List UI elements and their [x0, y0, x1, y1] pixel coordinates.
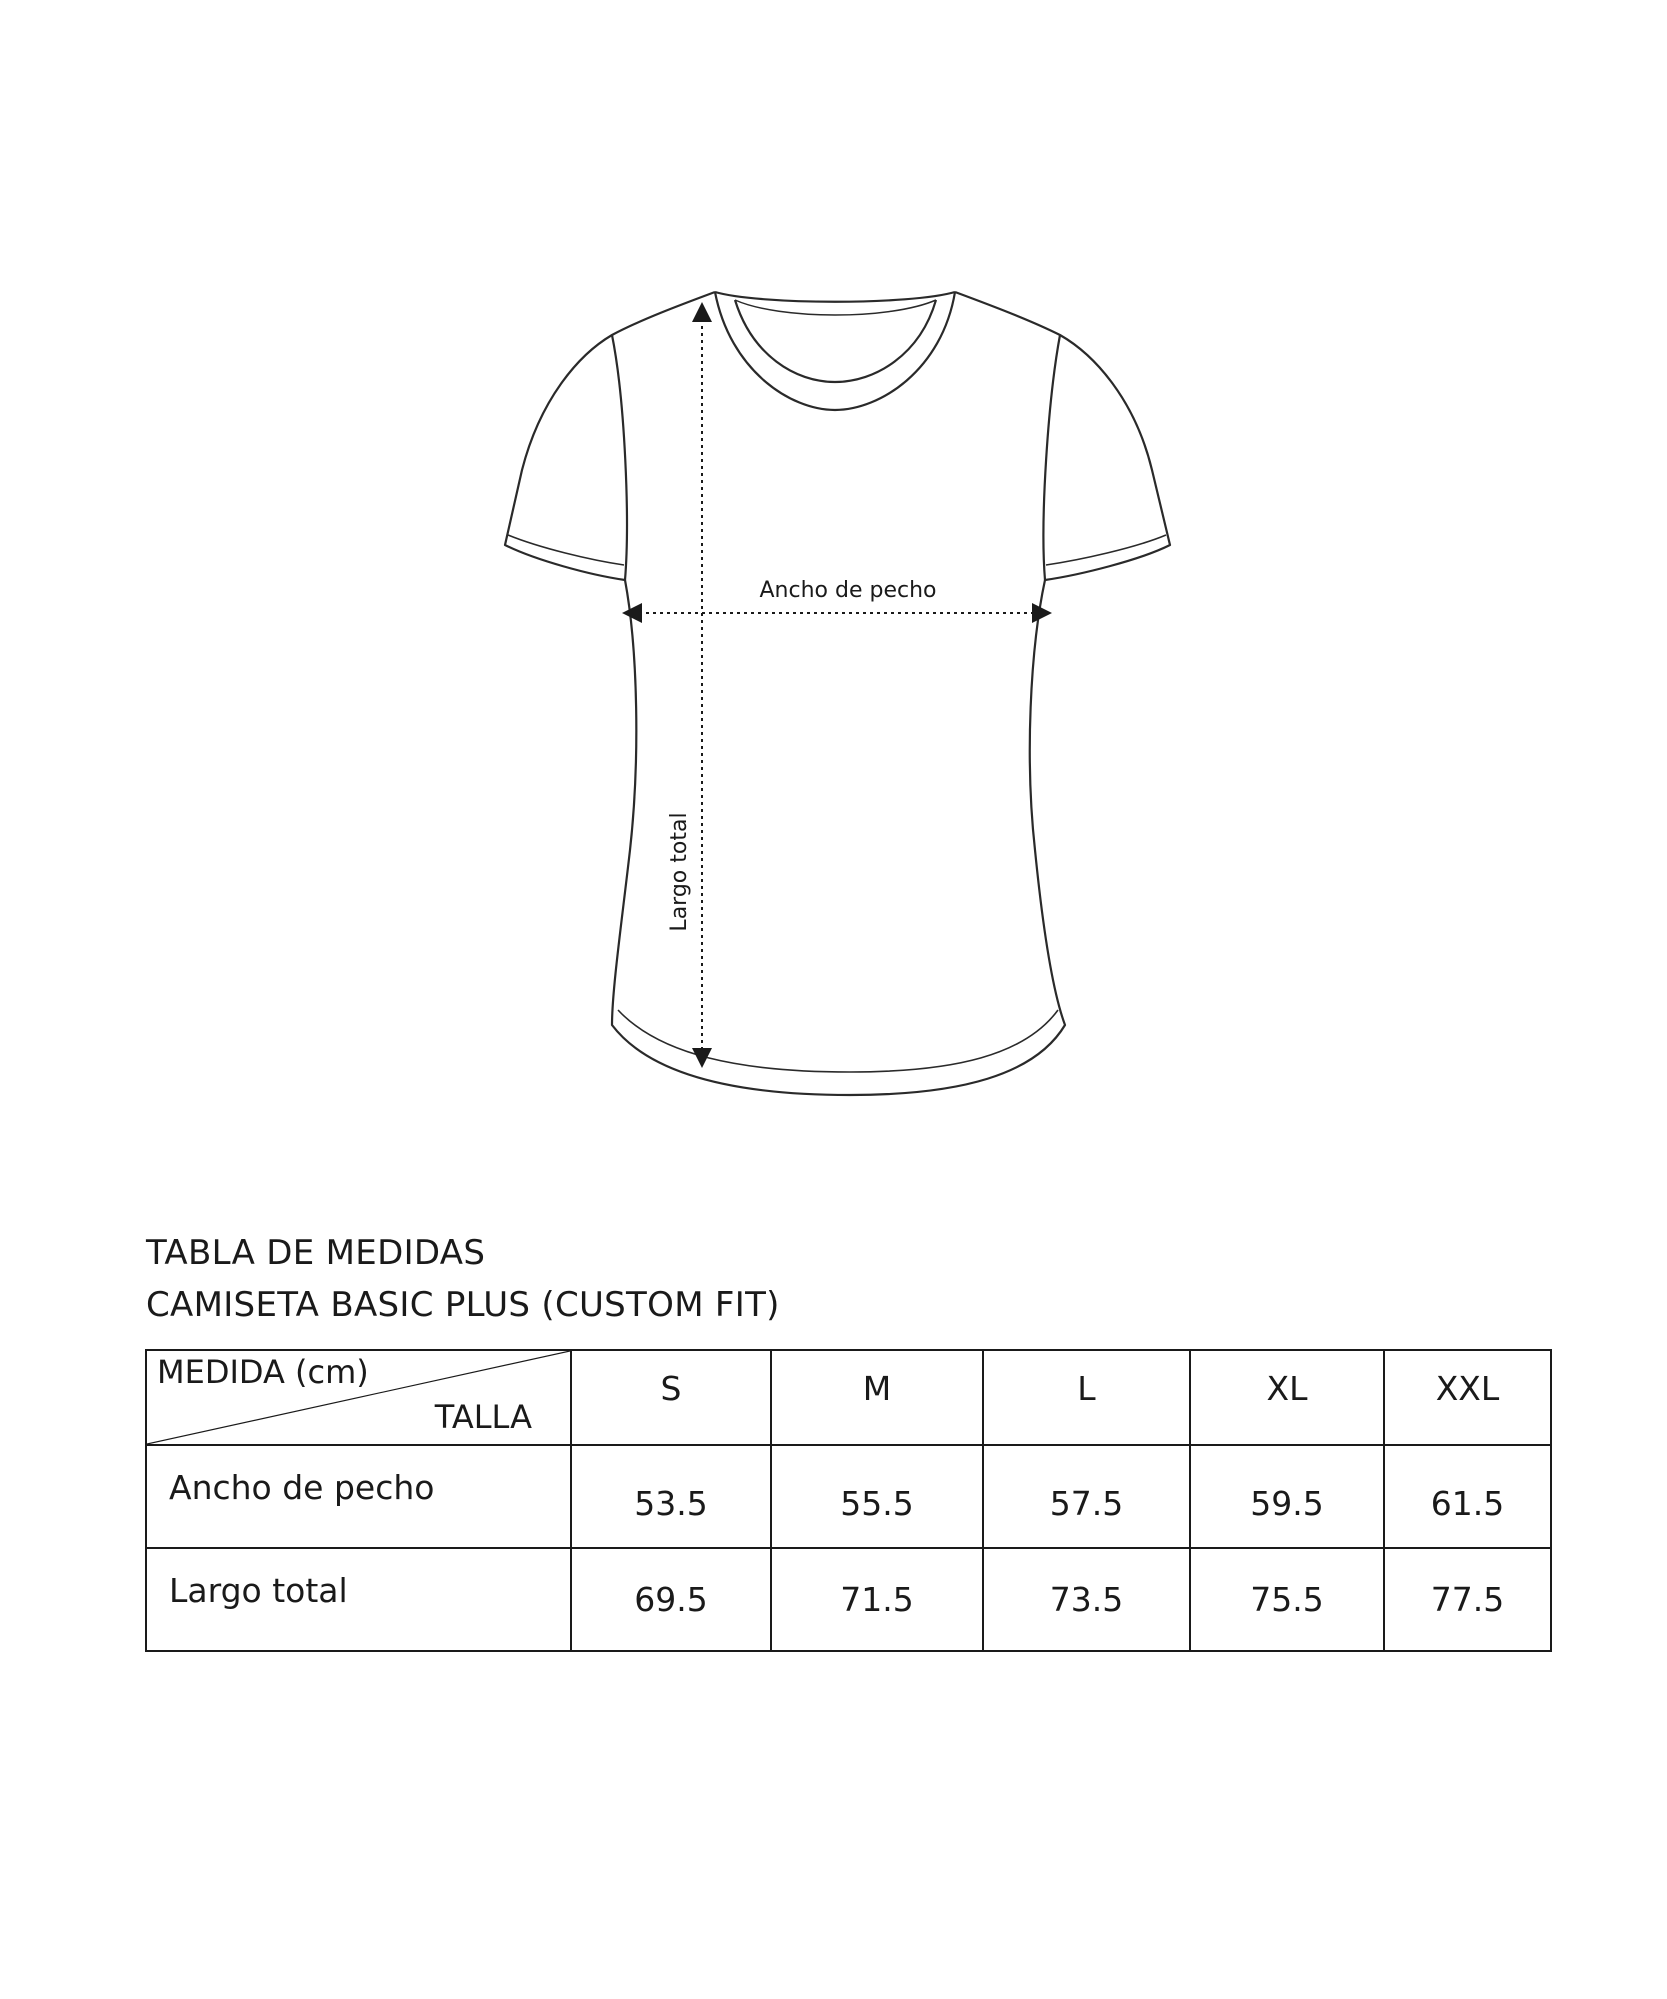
product-name: CAMISETA BASIC PLUS (CUSTOM FIT) — [146, 1285, 780, 1325]
size-table — [145, 1349, 1552, 1652]
length-label: Largo total — [667, 812, 692, 932]
measure-value: 61.5 — [1384, 1445, 1551, 1548]
corner-cell — [146, 1350, 571, 1445]
tshirt-outline — [505, 292, 1170, 1095]
size-header: L — [983, 1350, 1190, 1445]
measure-value: 69.5 — [571, 1548, 771, 1651]
measure-value: 77.5 — [1384, 1548, 1551, 1651]
chart-title: TABLA DE MEDIDAS — [146, 1233, 486, 1273]
size-header: M — [771, 1350, 983, 1445]
row-label: Ancho de pecho — [146, 1445, 571, 1548]
size-header: S — [571, 1350, 771, 1445]
table-header-row — [146, 1350, 1551, 1445]
row-label: Largo total — [146, 1548, 571, 1651]
corner-size-label: TALLA — [434, 1398, 532, 1436]
measure-value: 55.5 — [771, 1445, 983, 1548]
corner-measure-label: MEDIDA (cm) — [157, 1353, 369, 1391]
table-row — [146, 1548, 1551, 1651]
measure-value: 71.5 — [771, 1548, 983, 1651]
measure-value: 57.5 — [983, 1445, 1190, 1548]
measure-value: 59.5 — [1190, 1445, 1384, 1548]
measure-value: 75.5 — [1190, 1548, 1384, 1651]
table-row — [146, 1445, 1551, 1548]
size-header: XXL — [1384, 1350, 1551, 1445]
measure-value: 73.5 — [983, 1548, 1190, 1651]
chest-label: Ancho de pecho — [759, 578, 937, 603]
measure-value: 53.5 — [571, 1445, 771, 1548]
size-header: XL — [1190, 1350, 1384, 1445]
